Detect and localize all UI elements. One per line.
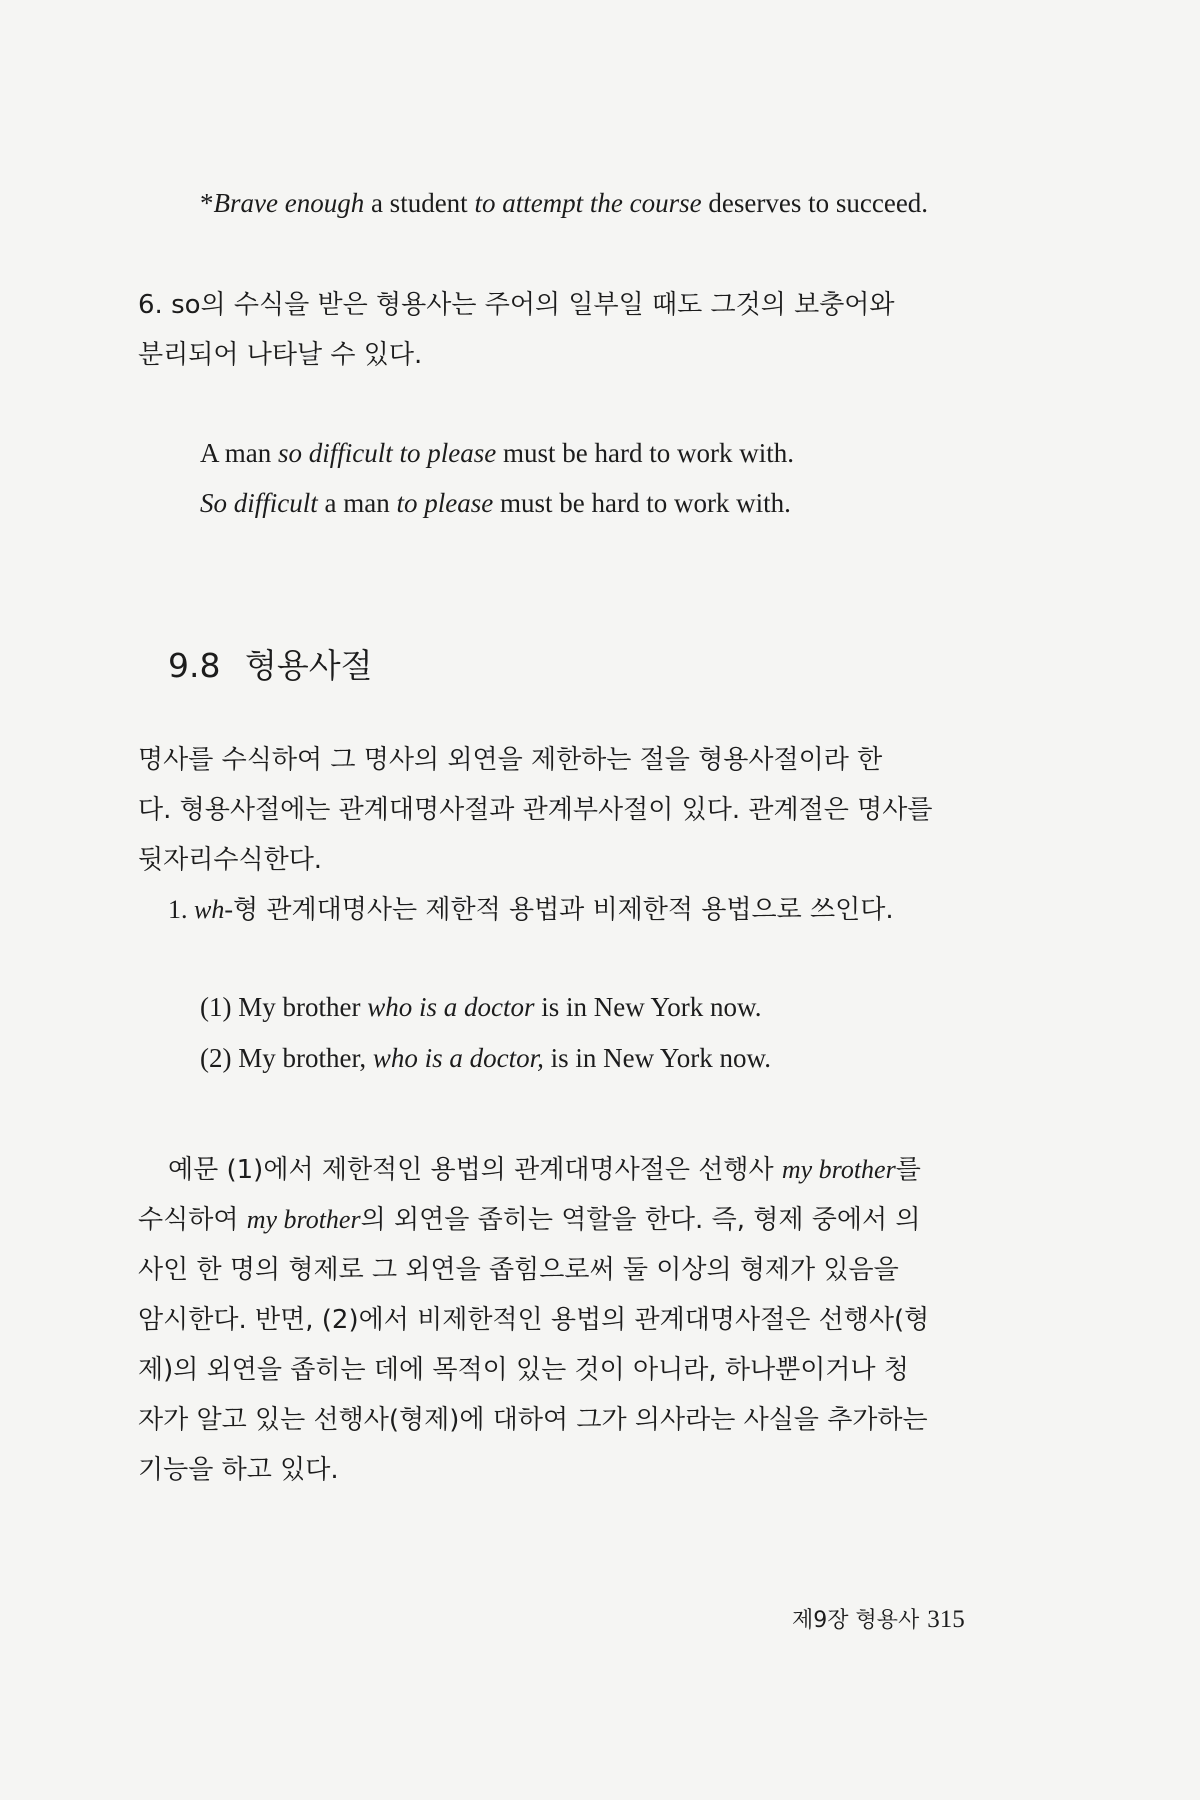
section-title: 형용사절	[244, 646, 373, 685]
section-heading	[168, 640, 373, 687]
rule-1: 1. wh-형 관계대명사는 제한적 용법과 비제한적 용법으로 쓰인다.	[168, 895, 894, 925]
example-so-2: So difficult a man to please must be hard to work with.	[200, 488, 791, 518]
rule-6-line-1: 6. so의 수식을 받은 형용사는 주어의 일부일 때도 그것의 보충어와	[138, 290, 895, 320]
section-number: 9.8	[168, 646, 221, 685]
intro-paragraph: 명사를 수식하여 그 명사의 외연을 제한하는 절을 형용사절이라 한 다. 형용사절에는 관계대명사절과 관계부사절이 있다. 관계절은 명사를 뒷자리수식한다. 1. wh-형 관계대명사는 제한적 용법과 비제한적 용법으로 쓰인다.	[138, 735, 1018, 935]
example-wh-1: (1) My brother who is a doctor is in New York now.	[200, 992, 762, 1022]
ungrammatical-mark: *	[200, 188, 214, 218]
chapter-label: 제9장 형용사	[792, 1608, 920, 1633]
example-brave-enough: *Brave enough a student to attempt the course deserves to succeed.	[200, 188, 929, 218]
page-number: 315	[927, 1606, 965, 1633]
example-wh-2: (2) My brother, who is a doctor, is in New York now.	[200, 1043, 771, 1073]
rule-6-line-2: 분리되어 나타날 수 있다.	[138, 340, 423, 370]
rule-6	[138, 280, 1018, 380]
example-so-1: A man so difficult to please must be hard to work with.	[200, 438, 794, 468]
explanation-paragraph: 예문 (1)에서 제한적인 용법의 관계대명사절은 선행사 my brother를 수식하여 my brother의 외연을 좁히는 역할을 한다. 즉, 형제 중에서 의 사인 한 명의 형제로 그 외연을 좁힘으로써 둘 이상의 형제가 있음을 암시한다. 반면, (2)에서 비제한적인 용법의 관계대명사절은 선행사(형 제)의 외연을 좁히는 데에 목적이 있는 것이 아니라, 하나뿐이거나 청 자가 알고 있는 선행사(형제)에 대하여 그가 의사라는 사실을 추가하는 기능을 하고 있다.	[138, 1155, 930, 1485]
page-footer	[792, 1603, 965, 1634]
